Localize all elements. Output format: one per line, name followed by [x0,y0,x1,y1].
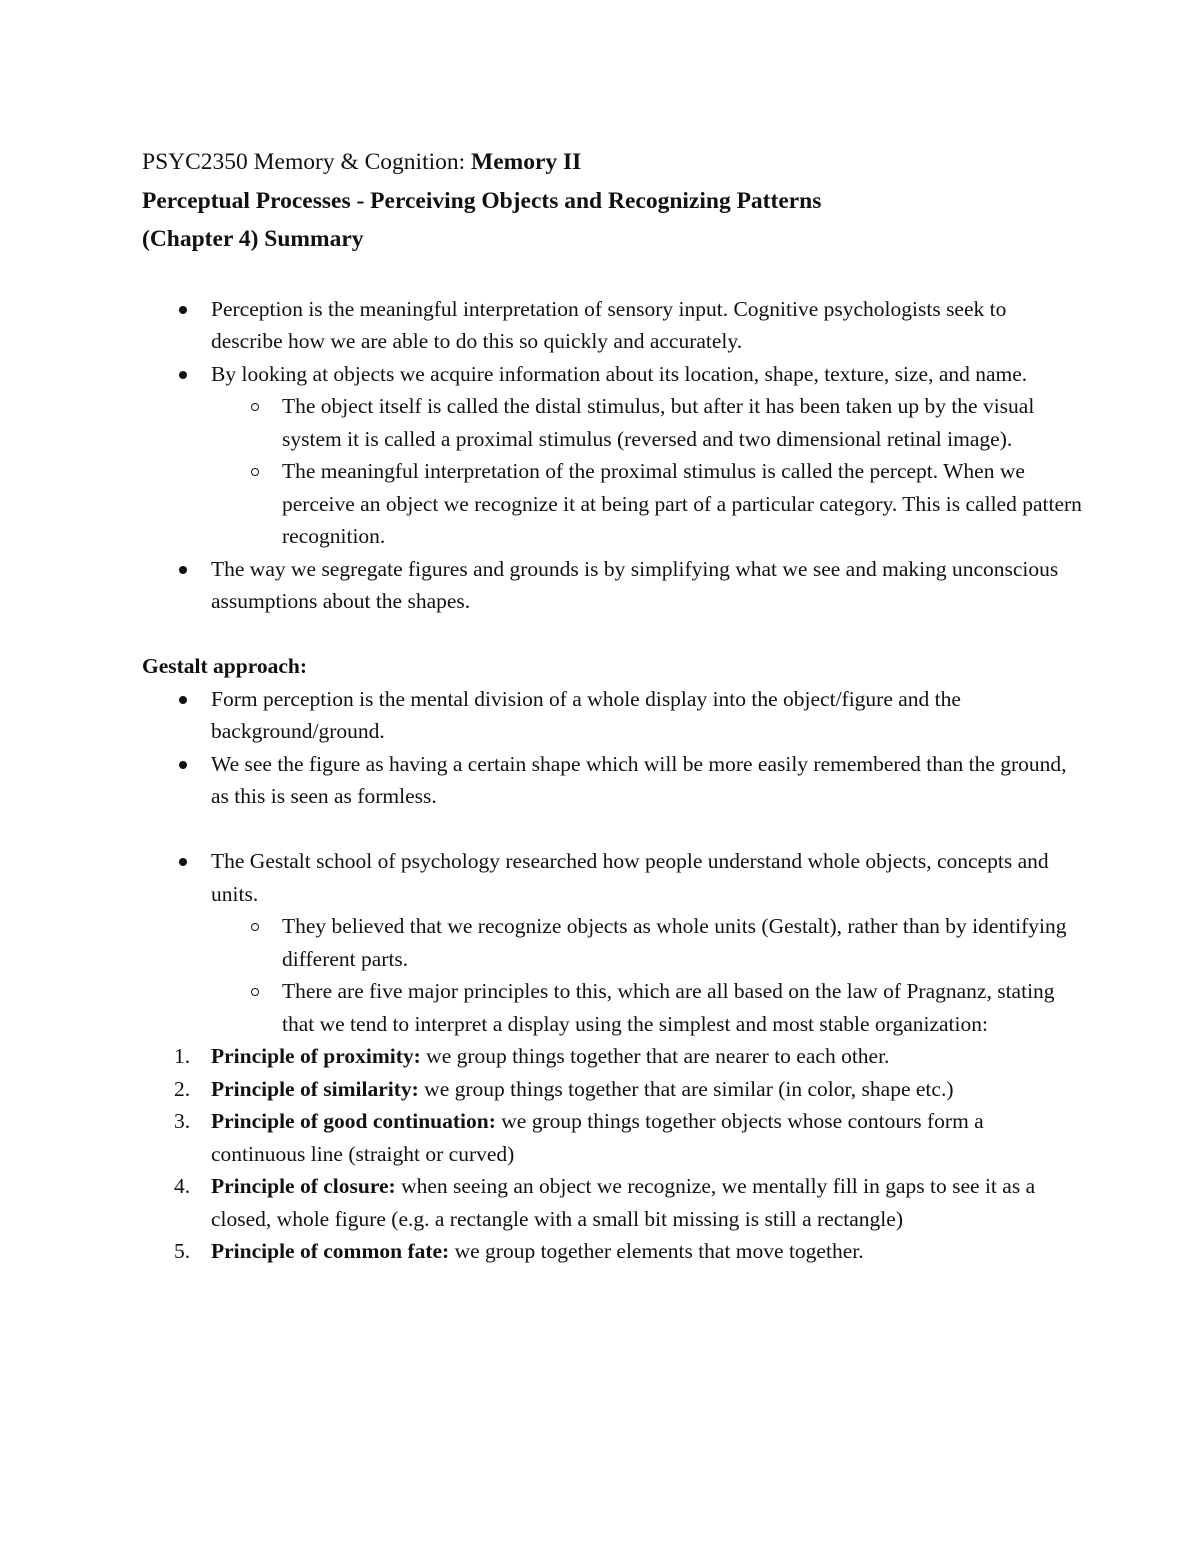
sub-bullet-list [211,910,1082,1040]
principle-item [142,1073,1082,1106]
spacer [142,259,1082,293]
principle-name: Principle of good continuation: [211,1109,496,1133]
principle-number: 3. [174,1109,191,1133]
title-line-3 [142,220,1082,259]
bullet-text: Perception is the meaningful interpretation of sensory input. Cognitive psychologists seek to describe how we are able to do this so quickly and accurately. [211,296,1007,353]
principle-description: we group things together that are similar (in color, shape etc.) [418,1076,954,1101]
principle-name: Principle of common fate: [211,1239,450,1263]
principle-item [142,1170,1082,1235]
sub-bullet-item [211,390,1082,455]
sub-bullet-item [211,975,1082,1040]
bullet-text: Form perception is the mental division of a whole display into the object/figure and the background/ground. [211,686,961,743]
sub-bullet-item [211,455,1082,553]
title-line-1 [142,143,1082,182]
bullet-item [142,293,1082,358]
chapter-title: Perceptual Processes - Perceiving Objects and Recognizing Patterns [142,187,822,214]
chapter-subtitle: (Chapter 4) Summary [142,226,364,252]
spacer [142,618,1082,651]
course-name: PSYC2350 Memory & Cognition: [142,149,472,175]
principle-name: Principle of proximity: [211,1044,421,1068]
gestalt-bullet-list [142,683,1082,813]
sub-bullet-text: The meaningful interpretation of the proximal stimulus is called the percept. When we perceive an object we recognize it at being part of a particular category. This is called pattern recognition. [282,459,1082,548]
spacer [142,813,1082,846]
bullet-item [142,683,1082,748]
principle-item [142,1040,1082,1073]
bullet-text: We see the figure as having a certain shape which will be more easily remembered than the ground, as this is seen as formless. [211,751,1067,808]
bullet-item [142,358,1082,553]
sub-bullet-text: The object itself is called the distal stimulus, but after it has been taken up by the visual system it is called a proximal stimulus (reversed and two dimensional retinal image). [282,394,1035,451]
bullet-text: By looking at objects we acquire information about its location, shape, texture, size, and name. [211,361,1028,386]
principle-name: Principle of similarity: [211,1076,419,1101]
principle-description: we group together elements that move together. [449,1239,864,1263]
principle-number: 2. [174,1076,191,1101]
title-line-2 [142,182,1082,221]
course-topic: Memory II [471,149,582,175]
gestalt-school-list [142,845,1082,1040]
principle-number: 5. [174,1239,191,1263]
document-content [142,143,1082,1268]
bullet-text: The way we segregate figures and grounds is by simplifying what we see and making unconscious assumptions about the shapes. [211,556,1059,613]
sub-bullet-text: There are five major principles to this, which are all based on the law of Pragnanz, stating that we tend to interpret a display using the simplest and most stable organization: [282,979,1055,1036]
bullet-item [142,845,1082,1040]
intro-bullet-list [142,293,1082,618]
principle-number: 1. [174,1044,191,1068]
section-heading-gestalt: Gestalt approach: [142,654,308,678]
principle-description: we group things together objects whose contours form a continuous line (straight or curved) [211,1109,984,1166]
principle-name: Principle of closure: [211,1174,396,1198]
bullet-item [142,553,1082,618]
sub-bullet-text: They believed that we recognize objects as whole units (Gestalt), rather than by identifying different parts. [282,914,1067,971]
principle-description: we group things together that are nearer to each other. [420,1044,890,1068]
bullet-text: The Gestalt school of psychology researched how people understand whole objects, concepts and units. [211,849,1049,906]
principle-item [142,1235,1082,1268]
principle-item [142,1105,1082,1170]
principles-list [142,1040,1082,1268]
sub-bullet-item [211,910,1082,975]
bullet-item [142,748,1082,813]
principle-number: 4. [174,1174,191,1198]
principle-description: when seeing an object we recognize, we mentally fill in gaps to see it as a closed, whole figure (e.g. a rectangle with a small bit missing is still a rectangle) [211,1174,1036,1231]
sub-bullet-list [211,390,1082,553]
